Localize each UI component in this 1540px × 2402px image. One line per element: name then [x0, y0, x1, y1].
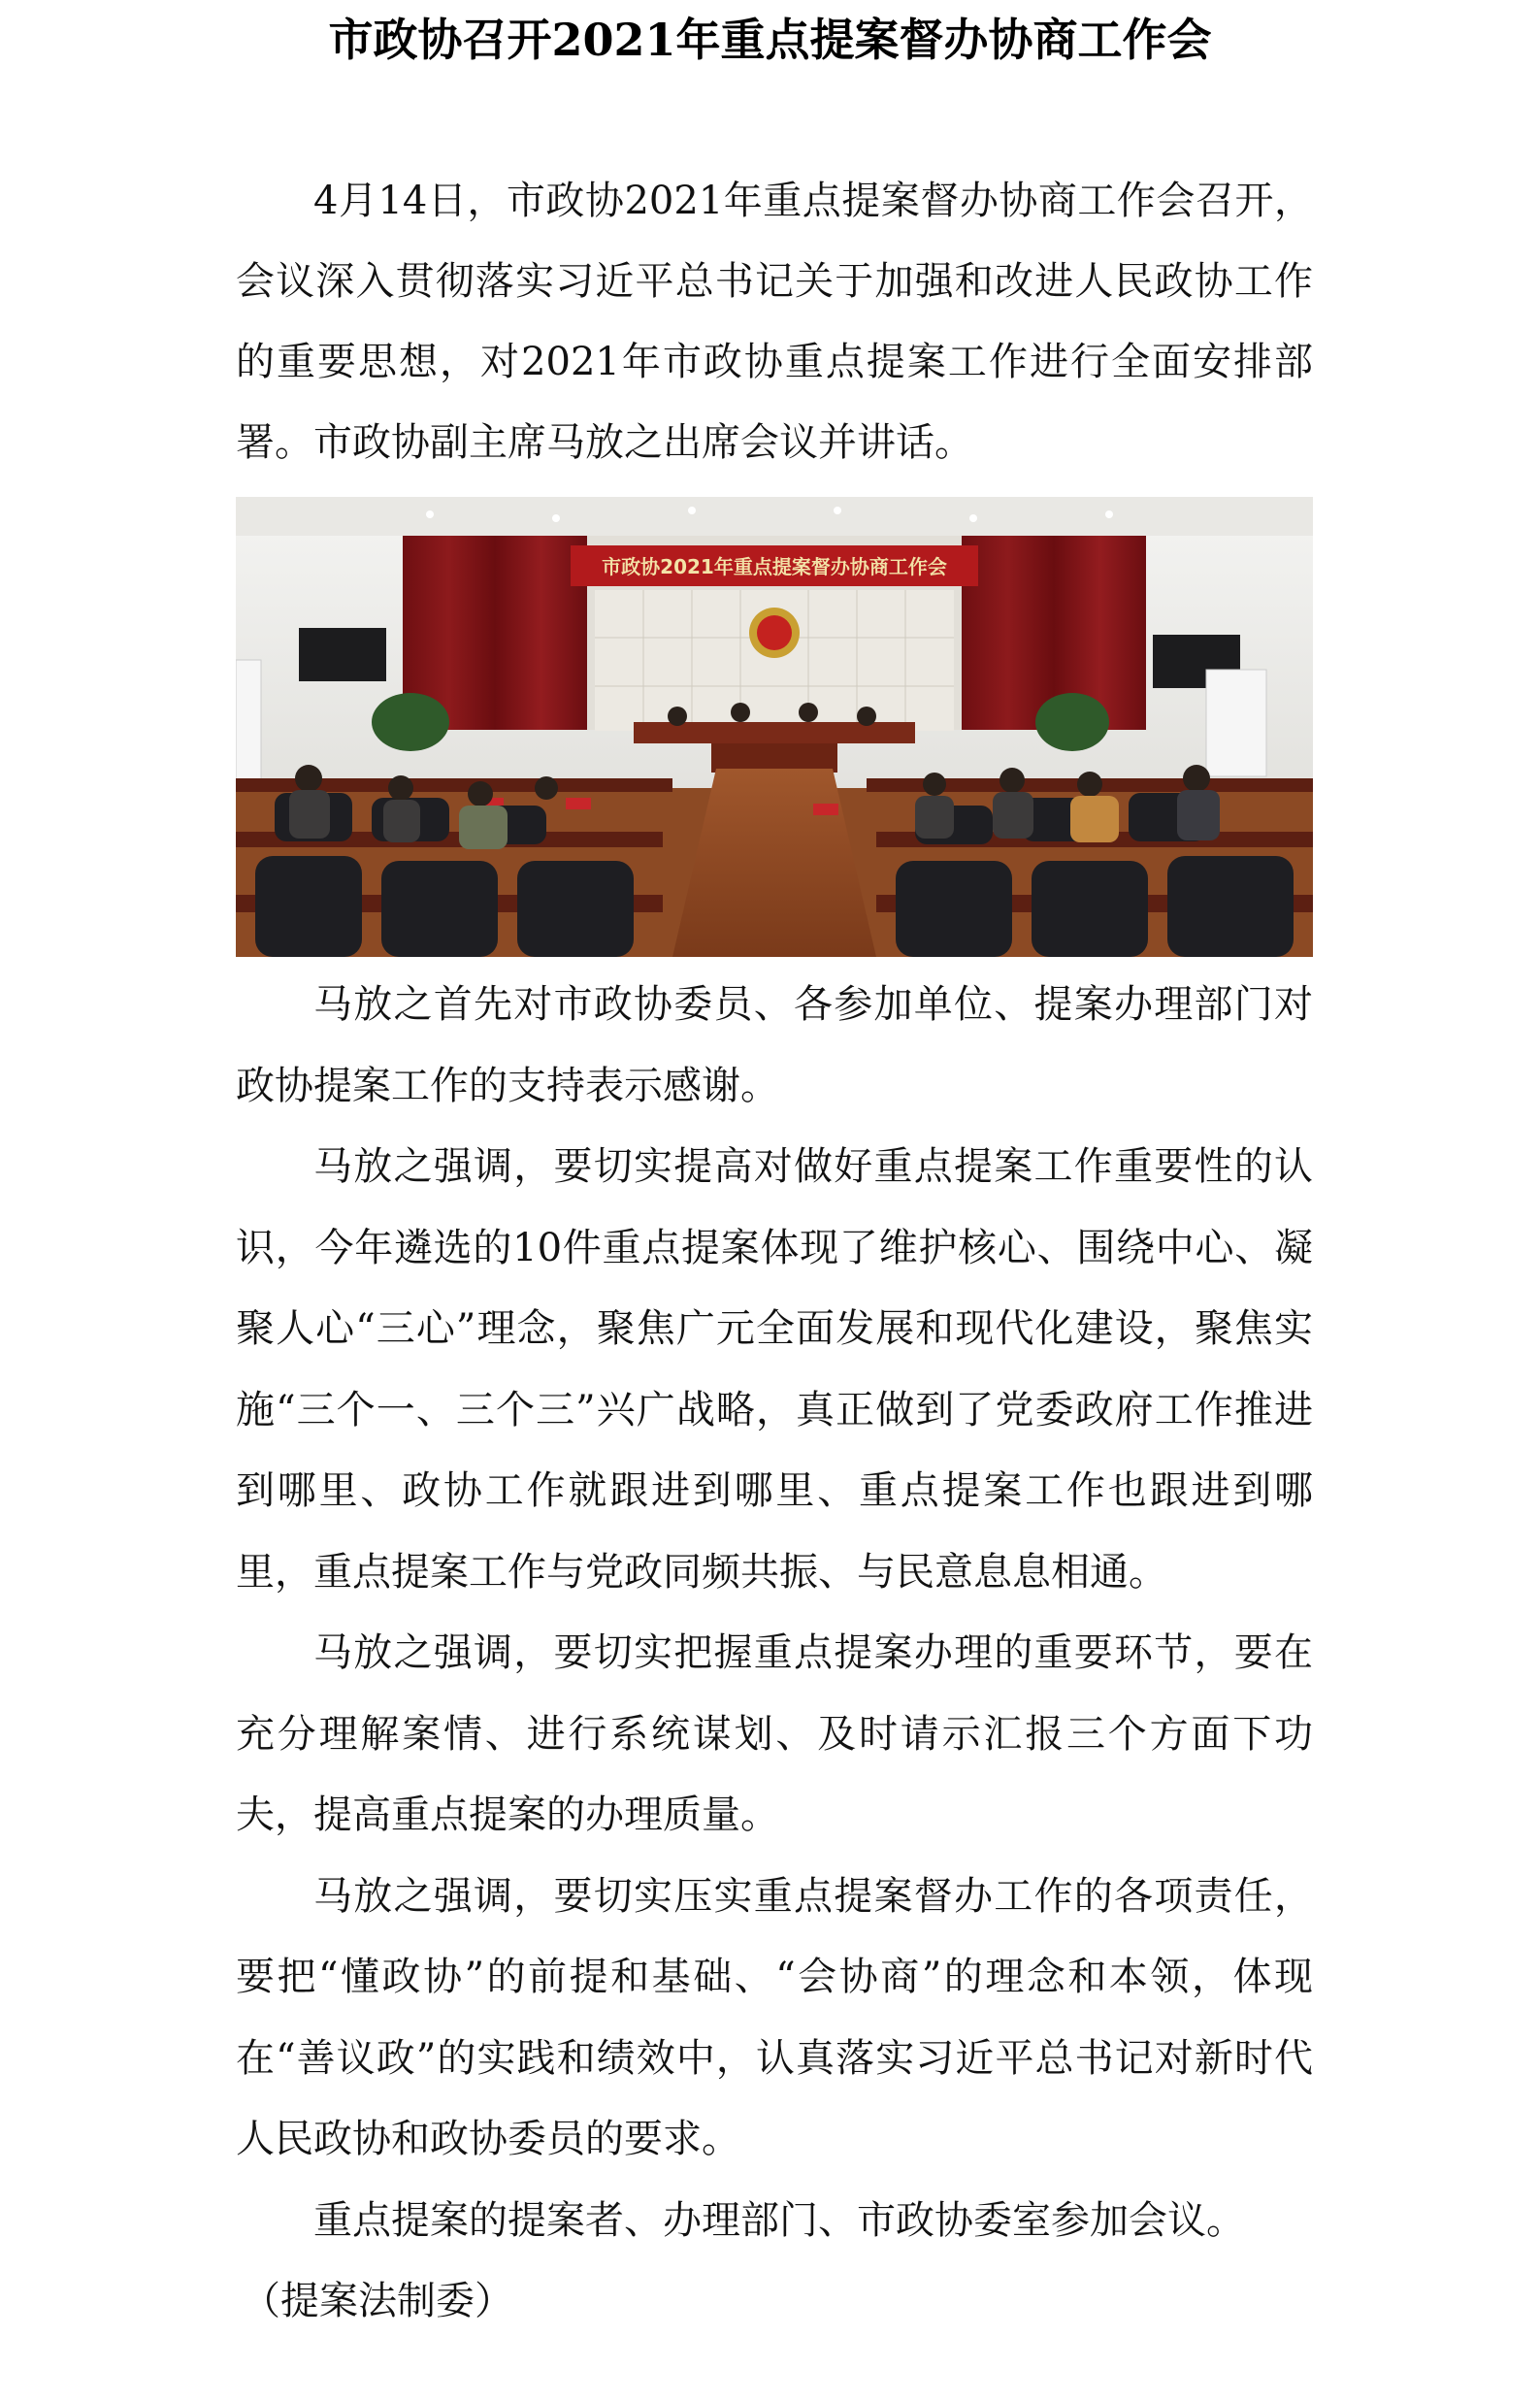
paragraph-emphasis-2: 马放之强调，要切实把握重点提案办理的重要环节，要在充分理解案情、进行系统谋划、及时请示汇报三个方面下功夫，提高重点提案的办理质量。: [236, 1630, 1313, 1837]
paragraph-thanks: 马放之首先对市政协委员、各参加单位、提案办理部门对政协提案工作的支持表示感谢。: [236, 982, 1313, 1108]
meeting-photo: [236, 497, 1313, 957]
page-title: 市政协召开2021年重点提案督办协商工作会: [328, 14, 1212, 66]
paragraph-emphasis-3: 马放之强调，要切实压实重点提案督办工作的各项责任，要把“懂政协”的前提和基础、“会协商”的理念和本领，体现在“善议政”的实践和绩效中，认真落实习近平总书记对新时代人民政协和政协委员的要求。: [236, 1873, 1313, 2161]
paragraph-intro: 4月14日，市政协2021年重点提案督办协商工作会召开，会议深入贯彻落实习近平总书记关于加强和改进人民政协工作的重要思想，对2021年市政协重点提案工作进行全面安排部署。市政协副主席马放之出席会议并讲话。: [236, 179, 1313, 465]
paragraph-attendees: 重点提案的提案者、办理部门、市政协委室参加会议。: [313, 2197, 1245, 2243]
signature: （提案法制委）: [242, 2279, 513, 2323]
article-body: [236, 161, 1313, 2342]
banner-text: 市政协2021年重点提案督办协商工作会: [602, 555, 947, 578]
paragraph-emphasis-1: 马放之强调，要切实提高对做好重点提案工作重要性的认识，今年遴选的10件重点提案体现了维护核心、围绕中心、凝聚人心“三心”理念，聚焦广元全面发展和现代化建设，聚焦实施“三个一、三个三”兴广战略，真正做到了党委政府工作推进到哪里、政协工作就跟进到哪里、重点提案工作也跟进到哪里，重点提案工作与党政同频共振、与民意息息相通。: [236, 1144, 1313, 1595]
